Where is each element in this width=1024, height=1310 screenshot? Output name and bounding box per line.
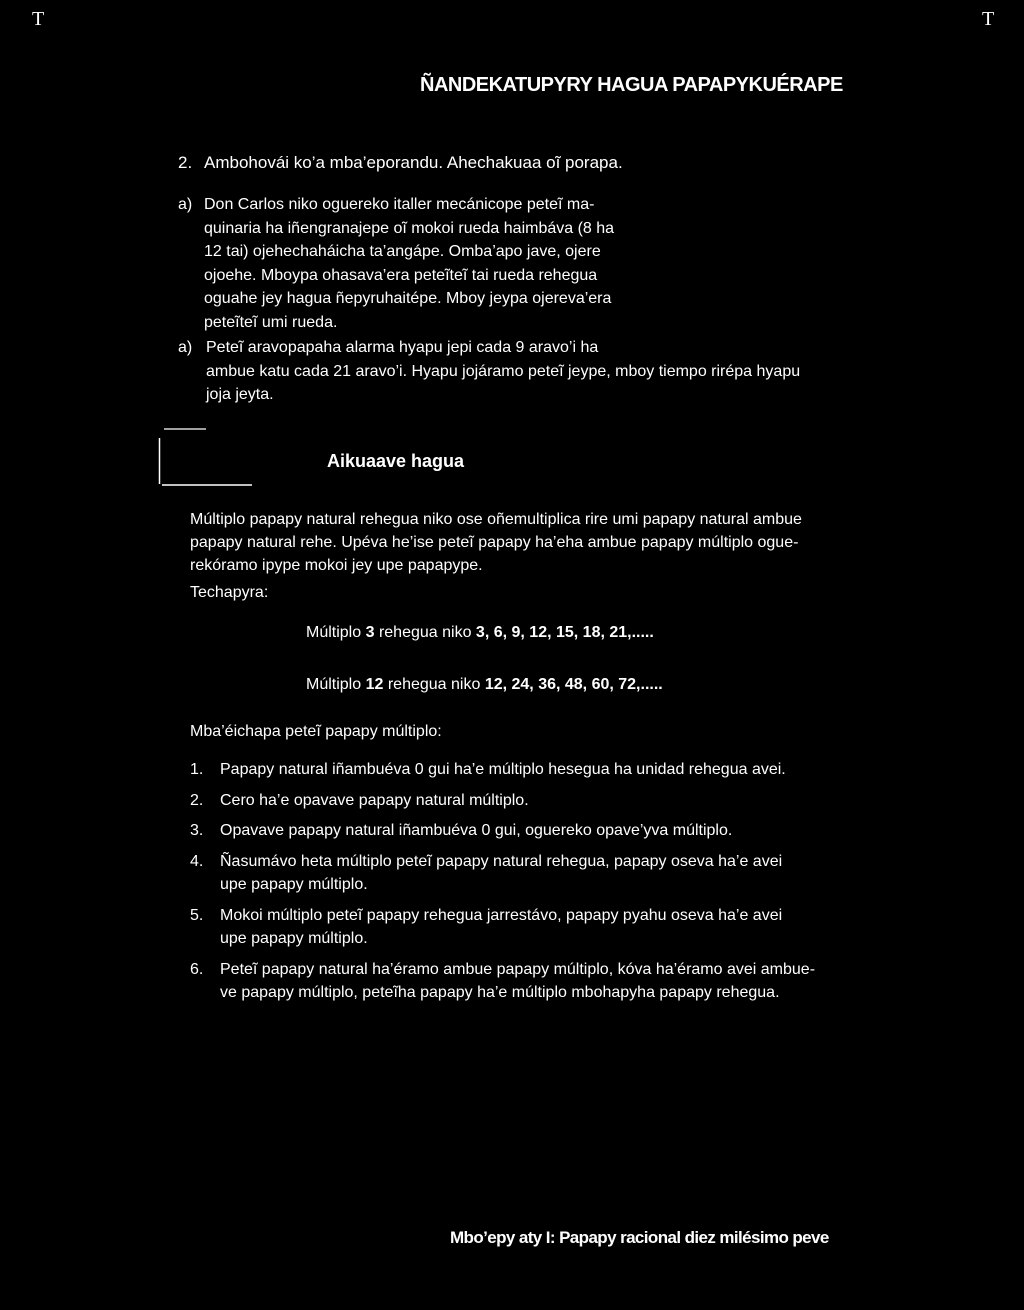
property-line: Cero ha’e opavave papapy natural múltiplo. bbox=[220, 792, 529, 809]
property-number: 5. bbox=[190, 907, 204, 924]
example-number: 3 bbox=[365, 624, 375, 641]
example-label: Techapyra: bbox=[190, 584, 269, 601]
property-number: 1. bbox=[190, 761, 204, 778]
section-title-text: Ambohovái ko’a mba’eporandu. Ahechakuaa oĩ porapa. bbox=[204, 153, 623, 172]
property-item bbox=[190, 958, 815, 1004]
section-number: 2. bbox=[178, 153, 193, 172]
exercise-line: oguahe jey hagua ñepyruhaitépe. Mboy jeypa ojereva’era bbox=[204, 290, 612, 307]
property-item bbox=[190, 819, 732, 842]
exercise-line: 12 tai) ojehechaháicha ta’angápe. Omba’apo jave, ojere bbox=[204, 243, 601, 260]
definition-line: Múltiplo papapy natural rehegua niko ose oñemultiplica rire umi papapy natural ambue bbox=[190, 511, 802, 528]
exercise-a bbox=[178, 193, 738, 334]
exercise-line: peteĩteĩ umi rueda. bbox=[204, 313, 338, 331]
example-values: 3, 6, 9, 12, 15, 18, 21,..... bbox=[475, 624, 654, 641]
example-middle: rehegua niko bbox=[387, 676, 481, 693]
exercise-letter: a) bbox=[178, 196, 193, 213]
corner-mark-left: T bbox=[32, 8, 45, 30]
exercise-text bbox=[204, 193, 738, 334]
box-title: Aikuaave hagua bbox=[327, 451, 465, 471]
property-number: 2. bbox=[190, 792, 204, 809]
exercise-line: quinaria ha iñengranajepe oĩ mokoi rueda haimbáva (8 ha bbox=[204, 219, 615, 237]
property-item bbox=[190, 789, 529, 812]
page-footer: Mbo’epy aty I: Papapy racional diez milésimo peve bbox=[450, 1228, 829, 1247]
corner-mark-right: T bbox=[982, 8, 995, 30]
properties-title: Mba’éichapa peteĩ papapy múltiplo: bbox=[190, 723, 442, 740]
example-prefix: Múltiplo bbox=[306, 624, 362, 641]
property-line: Opavave papapy natural iñambuéva 0 gui, oguereko opave’yva múltiplo. bbox=[220, 822, 733, 839]
property-line: upe papapy múltiplo. bbox=[220, 876, 368, 893]
property-item bbox=[190, 904, 782, 950]
property-item bbox=[190, 758, 786, 781]
example-number: 12 bbox=[365, 676, 384, 693]
exercise-line: Don Carlos niko oguereko italler mecánicope peteĩ ma- bbox=[204, 196, 595, 213]
example-middle: rehegua niko bbox=[378, 624, 472, 641]
exercise-line: joja jeyta. bbox=[206, 386, 274, 403]
property-item bbox=[190, 850, 782, 896]
exercise-text bbox=[206, 336, 908, 407]
example-multiples-3 bbox=[306, 624, 654, 642]
section-title bbox=[178, 153, 623, 173]
exercise-line: ambue katu cada 21 aravo’i. Hyapu jojáramo peteĩ jeype, mboy tiempo rirépa hyapu bbox=[206, 362, 801, 380]
box-frame-decoration bbox=[158, 428, 253, 486]
property-line: ve papapy múltiplo, peteĩha papapy ha’e múltiplo mbohapyha papapy rehegua. bbox=[220, 984, 780, 1001]
definition-line: rekóramo ipype mokoi jey upe papapype. bbox=[190, 557, 483, 574]
definition-text bbox=[190, 508, 890, 577]
exercise-line: ojoehe. Mboypa ohasava’era peteĩteĩ tai rueda rehegua bbox=[204, 266, 598, 284]
example-prefix: Múltiplo bbox=[306, 676, 362, 693]
property-number: 6. bbox=[190, 961, 204, 978]
page-header: ÑANDEKATUPYRY HAGUA PAPAPYKUÉRAPE bbox=[420, 74, 843, 96]
exercise-letter: a) bbox=[178, 339, 193, 356]
property-line: upe papapy múltiplo. bbox=[220, 930, 368, 947]
property-number: 4. bbox=[190, 853, 204, 870]
property-line: Ñasumávo heta múltiplo peteĩ papapy natural rehegua, papapy oseva ha’e avei bbox=[220, 853, 783, 870]
exercise-b bbox=[178, 336, 908, 407]
exercise-line: Peteĩ aravopapaha alarma hyapu jepi cada 9 aravo’i ha bbox=[206, 339, 599, 356]
example-multiples-12 bbox=[306, 676, 663, 694]
definition-line: papapy natural rehe. Upéva he’ise peteĩ papapy ha’eha ambue papapy múltiplo ogue- bbox=[190, 534, 799, 551]
property-line: Mokoi múltiplo peteĩ papapy rehegua jarrestávo, papapy pyahu oseva ha’e avei bbox=[220, 907, 783, 924]
property-line: Papapy natural iñambuéva 0 gui ha’e múltiplo hesegua ha unidad rehegua avei. bbox=[220, 761, 786, 778]
property-number: 3. bbox=[190, 822, 204, 839]
example-values: 12, 24, 36, 48, 60, 72,..... bbox=[484, 676, 663, 693]
property-line: Peteĩ papapy natural ha’éramo ambue papapy múltiplo, kóva ha’éramo avei ambue- bbox=[220, 961, 816, 978]
